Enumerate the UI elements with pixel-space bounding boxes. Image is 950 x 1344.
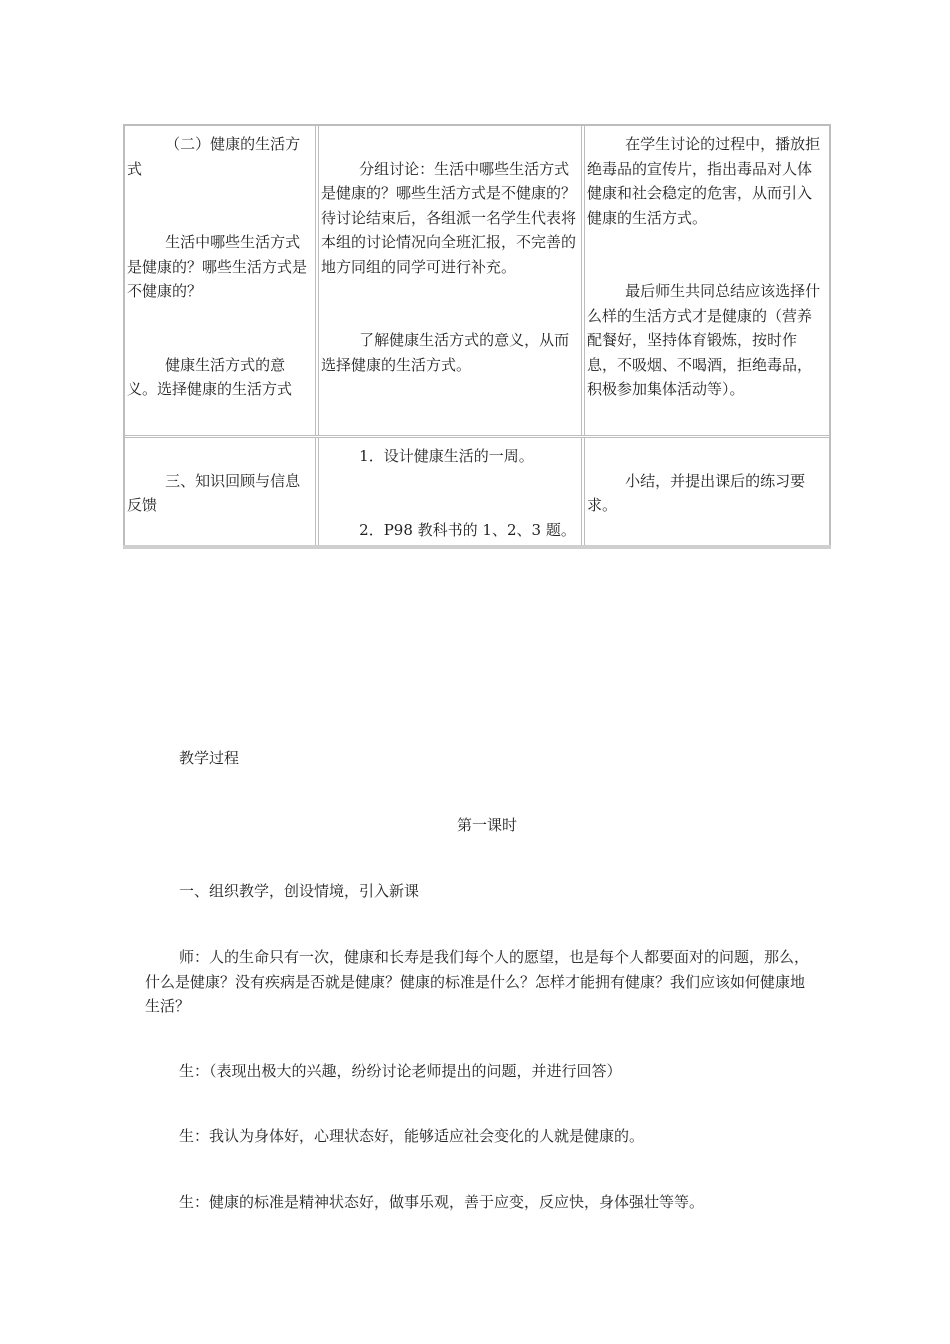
student-paragraph: 生：（表现出极大的兴趣，纷纷讨论老师提出的问题，并进行回答）: [179, 1062, 622, 1080]
table-row: [125, 435, 829, 545]
lesson-title: 第一课时: [457, 816, 518, 834]
table-cell-topic: （二）健康的生活方式 生活中哪些生活方式是健康的？哪些生活方式是不健康的？ 健康生活方式的意义。选择健康的生活方式: [127, 135, 308, 398]
table-cell-topic: 三、知识回顾与信息反馈: [127, 471, 301, 514]
student-paragraph: 生：健康的标准是精神状态好，做事乐观，善于应变，反应快，身体强壮等等。: [179, 1193, 705, 1211]
heading-organize-teaching: 一、组织教学，创设情境，引入新课: [179, 882, 420, 900]
table-row: [125, 126, 829, 435]
table-cell-teacher-activity: 小结，并提出课后的练习要求。: [581, 438, 825, 545]
student-paragraph: 生：我认为身体好，心理状态好，能够适应社会变化的人就是健康的。: [179, 1127, 645, 1145]
lesson-plan-table: [123, 124, 831, 547]
teacher-paragraph: 师：人的生命只有一次，健康和长寿是我们每个人的愿望，也是每个人都要面对的问题，那么，什么是健康？没有疾病是否就是健康？健康的标准是什么？怎样才能拥有健康？我们应该如何健康地生活？: [145, 948, 810, 1015]
section-title: 教学过程: [179, 749, 240, 767]
table-cell-student-activity: 分组讨论：生活中哪些生活方式是健康的？哪些生活方式是不健康的？待讨论结束后，各组派一名学生代表将本组的讨论情况向全班汇报，不完善的地方同组的同学可进行补充。 了解健康生活方式的意义，从而选择健康的生活方式。: [315, 126, 581, 435]
table-bottom-border: [123, 545, 831, 549]
table-cell-student-activity: 1．设计健康生活的一周。 2．P98 教科书的 1、2、3 题。: [315, 438, 581, 545]
table-cell-teacher-activity: 在学生讨论的过程中，播放拒绝毒品的宣传片，指出毒品对人体健康和社会稳定的危害，从而引入健康的生活方式。 最后师生共同总结应该选择什么样的生活方式才是健康的（营养配餐好，坚持体育锻炼，按时作息，不吸烟、不喝酒，拒绝毒品，积极参加集体活动等）。: [581, 126, 825, 435]
